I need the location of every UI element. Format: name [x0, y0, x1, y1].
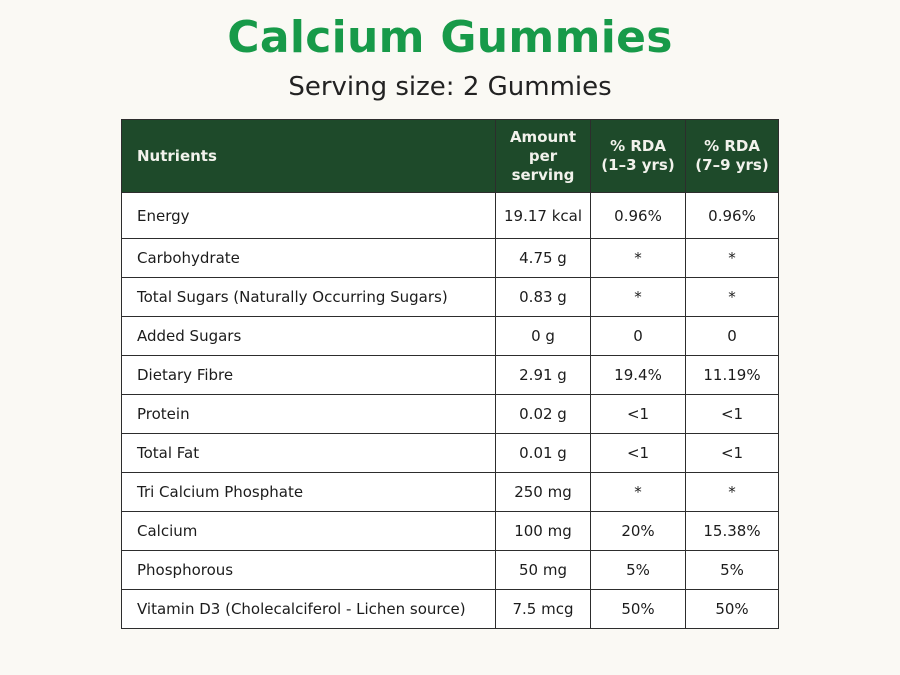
nutrient-name-cell: Tri Calcium Phosphate: [122, 473, 496, 512]
table-row: [122, 473, 779, 512]
header-rda-1-3-yrs: [591, 120, 686, 193]
rda-1-3-cell: 20%: [591, 512, 686, 551]
table-row: [122, 239, 779, 278]
rda-7-9-cell: 5%: [686, 551, 779, 590]
header-rda-1-3-line-2: (1–3 yrs): [601, 156, 675, 174]
nutrient-name-cell: Added Sugars: [122, 317, 496, 356]
table-row: [122, 590, 779, 629]
table-row: [122, 434, 779, 473]
rda-7-9-cell: *: [686, 239, 779, 278]
rda-7-9-cell: 15.38%: [686, 512, 779, 551]
nutrient-name-cell: Phosphorous: [122, 551, 496, 590]
amount-cell: 0 g: [496, 317, 591, 356]
header-nutrients: Nutrients: [122, 120, 496, 193]
rda-1-3-cell: *: [591, 473, 686, 512]
table-row: [122, 395, 779, 434]
header-amount-line-1: Amount: [509, 127, 577, 146]
rda-7-9-cell: *: [686, 278, 779, 317]
table-body: [122, 193, 779, 629]
rda-7-9-cell: 11.19%: [686, 356, 779, 395]
serving-size-subtitle: Serving size: 2 Gummies: [288, 72, 612, 102]
page-title: Calcium Gummies: [227, 12, 673, 63]
table-header: [122, 120, 779, 193]
amount-cell: 50 mg: [496, 551, 591, 590]
nutrient-name-cell: Energy: [122, 193, 496, 239]
amount-cell: 2.91 g: [496, 356, 591, 395]
nutrient-name-cell: Total Sugars (Naturally Occurring Sugars): [122, 278, 496, 317]
rda-1-3-cell: 50%: [591, 590, 686, 629]
table-row: [122, 356, 779, 395]
rda-7-9-cell: *: [686, 473, 779, 512]
nutrient-name-cell: Dietary Fibre: [122, 356, 496, 395]
nutrient-name-cell: Calcium: [122, 512, 496, 551]
rda-1-3-cell: 19.4%: [591, 356, 686, 395]
amount-cell: 0.02 g: [496, 395, 591, 434]
rda-1-3-cell: <1: [591, 434, 686, 473]
header-row: [122, 120, 779, 193]
rda-1-3-cell: 5%: [591, 551, 686, 590]
amount-cell: 100 mg: [496, 512, 591, 551]
rda-1-3-cell: *: [591, 239, 686, 278]
amount-cell: 4.75 g: [496, 239, 591, 278]
rda-1-3-cell: 0: [591, 317, 686, 356]
amount-cell: 19.17 kcal: [496, 193, 591, 239]
amount-cell: 0.01 g: [496, 434, 591, 473]
rda-7-9-cell: <1: [686, 434, 779, 473]
amount-cell: 0.83 g: [496, 278, 591, 317]
rda-1-3-cell: 0.96%: [591, 193, 686, 239]
rda-7-9-cell: <1: [686, 395, 779, 434]
nutrient-name-cell: Protein: [122, 395, 496, 434]
header-rda-7-9-yrs: [686, 120, 779, 193]
table-row: [122, 512, 779, 551]
rda-1-3-cell: <1: [591, 395, 686, 434]
table-row: [122, 551, 779, 590]
nutrient-name-cell: Vitamin D3 (Cholecalciferol - Lichen source): [122, 590, 496, 629]
rda-7-9-cell: 50%: [686, 590, 779, 629]
rda-1-3-cell: *: [591, 278, 686, 317]
header-rda-7-9-line-2: (7–9 yrs): [695, 156, 769, 174]
nutrient-name-cell: Total Fat: [122, 434, 496, 473]
header-amount-line-3: serving: [511, 165, 575, 184]
table-row: [122, 193, 779, 239]
table-row: [122, 317, 779, 356]
rda-7-9-cell: 0: [686, 317, 779, 356]
nutrition-table: [121, 119, 779, 629]
amount-cell: 7.5 mcg: [496, 590, 591, 629]
header-rda-7-9-line-1: % RDA: [704, 137, 760, 155]
header-amount-line-2: per: [528, 146, 558, 165]
rda-7-9-cell: 0.96%: [686, 193, 779, 239]
nutrient-name-cell: Carbohydrate: [122, 239, 496, 278]
amount-cell: 250 mg: [496, 473, 591, 512]
header-amount-per-serving: [496, 120, 591, 193]
header-rda-1-3-line-1: % RDA: [610, 137, 666, 155]
table-row: [122, 278, 779, 317]
